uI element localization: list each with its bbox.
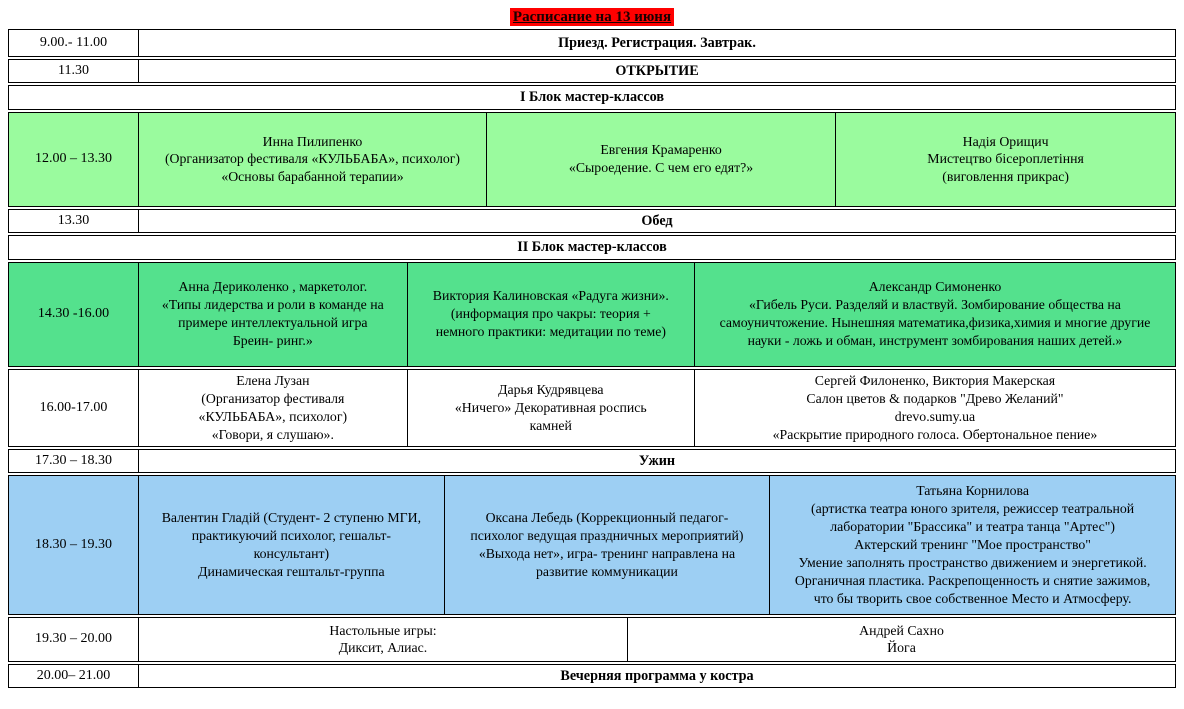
cell-line: I Блок мастер-классов [519, 89, 665, 106]
cell-line: Салон цветов & подарков "Древо Желаний" [806, 390, 1064, 406]
cell-line: Йога [887, 640, 916, 656]
cell-line: Приезд. Регистрация. Завтрак. [558, 34, 756, 51]
cell-line: (информация про чакры: теория + [450, 306, 651, 322]
cell-line: «Основы барабанной терапии» [221, 169, 404, 185]
cell-line: что бы творить свое собственное Место и Атмосферу. [813, 590, 1132, 606]
schedule-row-opening [8, 59, 1176, 83]
schedule-cell [835, 113, 1175, 206]
cell-line: Вечерняя программа у костра [560, 667, 754, 684]
cell-line: Сергей Филоненко, Виктория Макерская [814, 372, 1056, 388]
cell-line: самоуничтожение. Нынешняя математика,физика,химия и многие другие [719, 315, 1151, 331]
cell-line: Динамическая гештальт-группа [198, 563, 385, 579]
cell-line: «Говори, я слушаю». [211, 426, 334, 442]
time-cell: 19.30 – 20.00 [9, 618, 139, 661]
schedule-row-block1-masterclasses [8, 112, 1176, 207]
cell-line: II Блок мастер-классов [517, 239, 667, 256]
schedule-row-games-yoga [8, 617, 1176, 662]
schedule-row-arrival [8, 29, 1176, 57]
cell-line: Актерский тренинг "Мое пространство" [854, 536, 1091, 552]
time-cell: 13.30 [9, 210, 139, 232]
cell-line: Инна Пилипенко [262, 133, 363, 149]
schedule-cell [627, 618, 1175, 661]
cell-line: Александр Симоненко [868, 279, 1002, 295]
time-cell: 20.00– 21.00 [9, 665, 139, 687]
time-cell: 11.30 [9, 60, 139, 82]
time-cell: 14.30 -16.00 [9, 263, 139, 366]
cell-line: (виговлення прикрас) [942, 169, 1069, 185]
cell-line: Татьяна Корнилова [916, 483, 1029, 499]
cell-line: немного практики: медитации по теме) [435, 324, 666, 340]
schedule-cell [486, 113, 835, 206]
cell-line: Настольные игры: [329, 622, 437, 638]
cell-line: Евгения Крамаренко [600, 142, 722, 158]
cell-line: лаборатории "Брассика" и театра танца "Артес") [830, 519, 1115, 535]
cell-line: «Гибель Руси. Разделяй и властвуй. Зомбирование общества на [749, 297, 1121, 313]
cell-line: «Типы лидерства и роли в команде на [161, 297, 384, 313]
schedule-cell [139, 450, 1175, 472]
schedule-row-block2-masterclasses [8, 262, 1176, 367]
cell-line: Ужин [638, 452, 676, 469]
schedule-cell [139, 113, 486, 206]
schedule-cell [139, 665, 1175, 687]
schedule-cell [139, 60, 1175, 82]
cell-line: примере интеллектуальной игра [178, 315, 368, 331]
cell-line: «Сыроедение. С чем его едят?» [568, 160, 754, 176]
schedule-row-block3-evening [8, 475, 1176, 615]
cell-line: камней [529, 417, 572, 433]
schedule-cell [139, 210, 1175, 232]
cell-line: Бреин- ринг.» [232, 333, 313, 349]
cell-line: Надія Орищич [962, 133, 1049, 149]
cell-line: практикуючий психолог, гешальт- [191, 528, 391, 544]
cell-line: Виктория Калиновская «Радуга жизни». [432, 288, 669, 304]
cell-line: науки - ложь и обман, инструмент зомбирования наших детей.» [747, 333, 1123, 349]
cell-line: «Ничего» Декоративная роспись [454, 399, 647, 415]
schedule-cell [407, 370, 694, 446]
cell-line: Дарья Кудрявцева [498, 381, 604, 397]
schedule-row-campfire [8, 664, 1176, 688]
cell-line: drevo.sumy.ua [894, 408, 976, 424]
time-cell: 9.00.- 11.00 [9, 30, 139, 56]
cell-line: Умение заполнять пространство движением и энергетикой. [798, 554, 1147, 570]
schedule-row-block2b-masterclasses [8, 369, 1176, 447]
schedule-row-block1-header [8, 85, 1176, 109]
time-cell: 18.30 – 19.30 [9, 476, 139, 614]
schedule-row-dinner [8, 449, 1176, 473]
schedule-cell [444, 476, 769, 614]
cell-line: Диксит, Алиас. [338, 640, 428, 656]
time-cell: 16.00-17.00 [9, 370, 139, 446]
schedule-cell [694, 370, 1175, 446]
cell-line: «Раскрытие природного голоса. Обертональное пение» [772, 426, 1098, 442]
schedule-page [8, 0, 1176, 688]
schedule-row-block2-header [8, 235, 1176, 259]
cell-line: «Выхода нет», игра- тренинг направлена на [478, 545, 736, 561]
cell-line: психолог ведущая праздничных мероприятий) [470, 528, 744, 544]
cell-line: Органичная пластика. Раскрепощенность и снятие зажимов, [794, 572, 1151, 588]
schedule-cell [139, 370, 407, 446]
cell-line: Елена Лузан [236, 372, 310, 388]
schedule-cell [9, 236, 1175, 258]
schedule-cell [139, 476, 444, 614]
cell-line: (Организатор фестиваля «КУЛЬБАБА», психолог) [164, 151, 461, 167]
schedule-cell [139, 618, 627, 661]
cell-line: (артистка театра юного зрителя, режиссер театральной [810, 501, 1135, 517]
cell-line: (Организатор фестиваля [201, 390, 345, 406]
time-cell: 12.00 – 13.30 [9, 113, 139, 206]
cell-line: консультант) [253, 545, 330, 561]
title-row [8, 8, 1176, 26]
cell-line: Мистецтво бісероплетіння [927, 151, 1084, 167]
cell-line: «КУЛЬБАБА», психолог) [198, 408, 348, 424]
schedule-row-lunch [8, 209, 1176, 233]
schedule-cell [139, 30, 1175, 56]
cell-line: развитие коммуникации [536, 563, 678, 579]
cell-line: Обед [641, 212, 673, 229]
cell-line: ОТКРЫТИЕ [615, 63, 699, 79]
cell-line: Оксана Лебедь (Коррекционный педагог- [485, 510, 729, 526]
cell-line: Анна Дериколенко , маркетолог. [178, 279, 368, 295]
cell-line: Валентин Гладій (Студент- 2 ступеню МГИ, [161, 510, 422, 526]
schedule-cell [769, 476, 1175, 614]
time-cell: 17.30 – 18.30 [9, 450, 139, 472]
schedule-cell [694, 263, 1175, 366]
schedule-cell [9, 86, 1175, 108]
schedule-cell [407, 263, 694, 366]
schedule-title: Расписание на 13 июня [510, 8, 674, 26]
cell-line: Андрей Сахно [859, 622, 944, 638]
schedule-cell [139, 263, 407, 366]
schedule-table [8, 29, 1176, 688]
